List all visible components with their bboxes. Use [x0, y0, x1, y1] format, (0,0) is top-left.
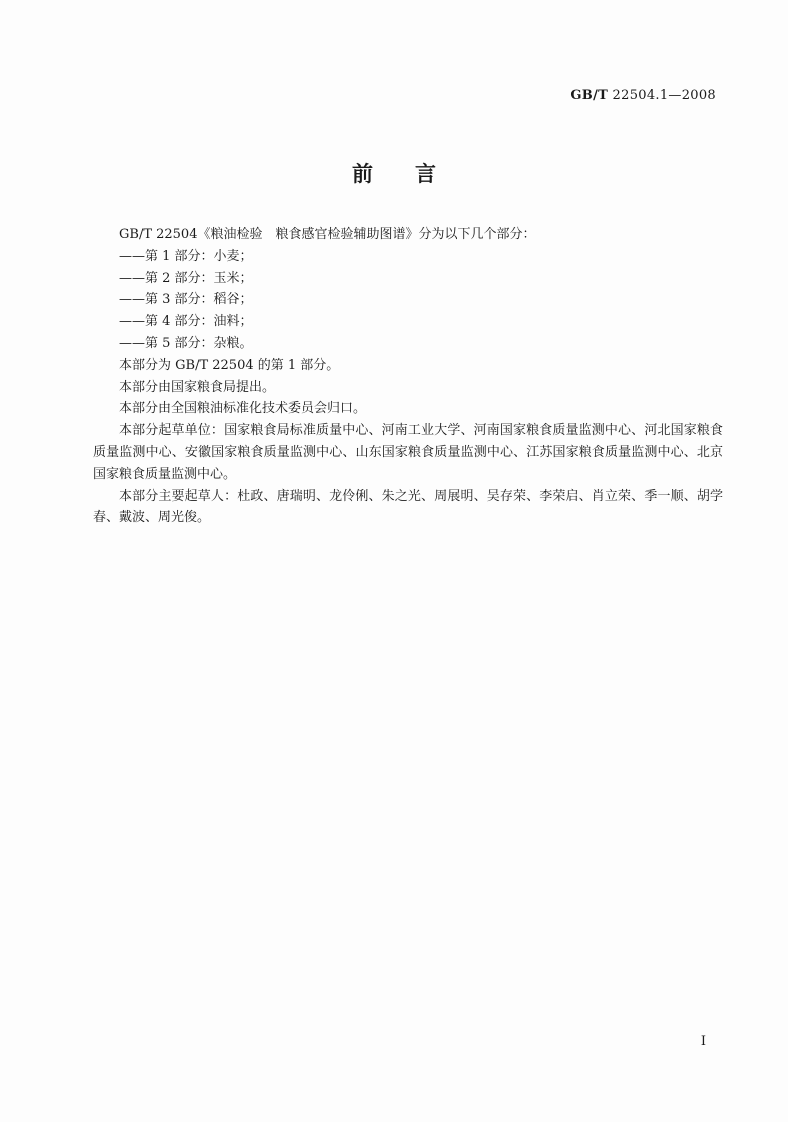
- standard-number: [570, 88, 716, 103]
- list-item-part-1: ——第 1 部分：小麦；: [119, 248, 253, 264]
- drafting-units-paragraph: 本部分起草单位：国家粮食局标准质量中心、河南工业大学、河南国家粮食质量监测中心、河北国家粮食质量监测中心、安徽国家粮食质量监测中心、山东国家粮食质量监测中心、江苏国家粮食质量监测中心、北京国家粮食质量监测中心。: [93, 423, 723, 482]
- list-item-part-2: ——第 2 部分：玉米；: [119, 270, 253, 286]
- list-item-part-5: ——第 5 部分：杂粮。: [119, 335, 253, 351]
- foreword-body: [93, 224, 723, 529]
- intro-paragraph: GB/T 22504《粮油检验 粮食感官检验辅助图谱》分为以下几个部分：: [119, 227, 536, 242]
- managed-by-paragraph: 本部分由全国粮油标准化技术委员会归口。: [119, 401, 367, 417]
- list-item-part-3: ——第 3 部分：稻谷；: [119, 292, 253, 308]
- standard-code: 22504.1—2008: [612, 88, 716, 103]
- this-part-paragraph: 本部分为 GB/T 22504 的第 1 部分。: [119, 357, 340, 373]
- standard-prefix: GB/T: [570, 88, 609, 103]
- page-title: 前言: [352, 161, 478, 186]
- list-item-part-4: ——第 4 部分：油料；: [119, 314, 253, 330]
- drafters-paragraph: 本部分主要起草人：杜政、唐瑞明、龙伶俐、朱之光、周展明、吴存荣、李荣启、肖立荣、季一顺、胡学春、戴波、周光俊。: [93, 488, 723, 526]
- proposed-by-paragraph: 本部分由国家粮食局提出。: [119, 379, 276, 395]
- page-number: I: [700, 1034, 706, 1049]
